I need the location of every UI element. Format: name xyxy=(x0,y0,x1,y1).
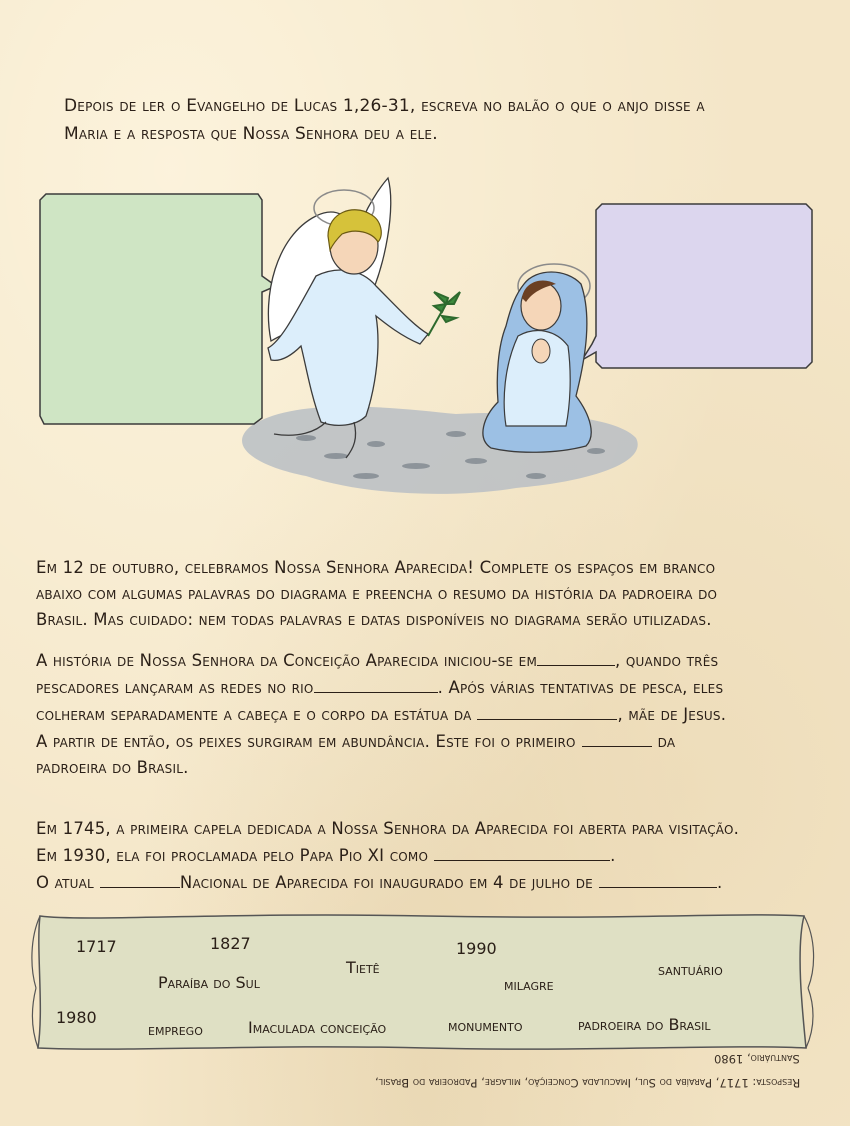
diagram-word-1717: 1717 xyxy=(76,937,117,956)
blank-saint[interactable] xyxy=(477,701,617,720)
blank-sanctuary[interactable] xyxy=(100,869,180,888)
blank-river[interactable] xyxy=(314,674,438,693)
instructions-line-3: Brasil. Mas cuidado: nem todas palavras e datas disponíveis no diagrama serão utilizadas. xyxy=(36,610,712,629)
diagram-word-milagre: milagre xyxy=(504,975,554,994)
annunciation-illustration xyxy=(36,176,816,506)
history-text: . xyxy=(610,846,616,865)
history-text: Em 1930, ela foi proclamada pelo Papa Pio XI como xyxy=(36,846,429,865)
story-text: . Após várias tentativas de pesca, eles xyxy=(437,678,724,697)
blank-inauguration-year[interactable] xyxy=(599,869,717,888)
complete-instructions xyxy=(36,555,826,795)
blank-year[interactable] xyxy=(537,647,615,666)
instructions-paragraph xyxy=(36,555,826,633)
history-paragraph xyxy=(36,816,826,896)
answer-line-2: Santuário, 1980 xyxy=(714,1052,800,1066)
diagram-word-1990: 1990 xyxy=(456,939,497,958)
diagram-word-1827: 1827 xyxy=(210,934,251,953)
diagram-word-padroeira: padroeira do Brasil xyxy=(578,1015,711,1034)
diagram-word-imaculada: Imaculada conceição xyxy=(248,1018,387,1037)
mary-hands xyxy=(532,339,550,363)
story-text: colheram separadamente a cabeça e o corpo da estátua da xyxy=(36,705,472,724)
word-diagram-scroll xyxy=(26,908,826,1058)
instructions-line-2: abaixo com algumas palavras do diagrama e preencha o resumo da história da padroeira do xyxy=(36,584,718,603)
right-speech-balloon xyxy=(582,204,812,368)
diagram-word-1980: 1980 xyxy=(56,1008,97,1027)
intro-line-2: Maria e a resposta que Nossa Senhora deu a ele. xyxy=(64,124,438,144)
story-text: padroeira do Brasil. xyxy=(36,758,189,777)
history-text: . xyxy=(716,873,723,892)
intro-line-1: Depois de ler o Evangelho de Lucas 1,26-31, escreva no balão o que o anjo disse a xyxy=(64,96,705,116)
history-text: Nacional de Aparecida foi inaugurado em 4 de julho de xyxy=(179,873,593,892)
story-text: pescadores lançaram as redes no rio xyxy=(36,678,314,697)
diagram-word-emprego: emprego xyxy=(148,1020,203,1039)
story-text: A partir de então, os peixes surgiram em abundância. Este foi o primeiro xyxy=(36,732,576,751)
story-text: , mãe de Jesus. xyxy=(617,705,727,724)
blank-title[interactable] xyxy=(434,842,610,861)
diagram-word-tiete: Tietê xyxy=(346,958,380,977)
diagram-word-monumento: monumento xyxy=(448,1016,523,1035)
diagram-word-santuario: santuário xyxy=(658,960,723,979)
diagram-word-paraiba: Paraíba do Sul xyxy=(158,973,260,992)
history-text: Em 1745, a primeira capela dedicada a Nossa Senhora da Aparecida foi aberta para visitação. xyxy=(36,819,740,838)
story-text: A história de Nossa Senhora da Conceição Aparecida iniciou-se em xyxy=(36,651,538,670)
answer-line-1: Resposta: 1717, Paraíba do Sul, Imaculada Conceição, milagre, Padroeira do Brasil, xyxy=(374,1076,800,1090)
story-text: , quando três xyxy=(615,651,719,670)
instructions-line-1: Em 12 de outubro, celebramos Nossa Senhora Aparecida! Complete os espaços em branco xyxy=(36,558,716,577)
left-speech-balloon xyxy=(40,194,276,424)
intro-instruction xyxy=(64,92,784,148)
history-text: O atual xyxy=(36,873,94,892)
story-text: da xyxy=(657,732,676,751)
lily-branch xyxy=(428,292,460,336)
story-paragraph xyxy=(36,647,826,781)
blank-miracle[interactable] xyxy=(582,728,652,747)
